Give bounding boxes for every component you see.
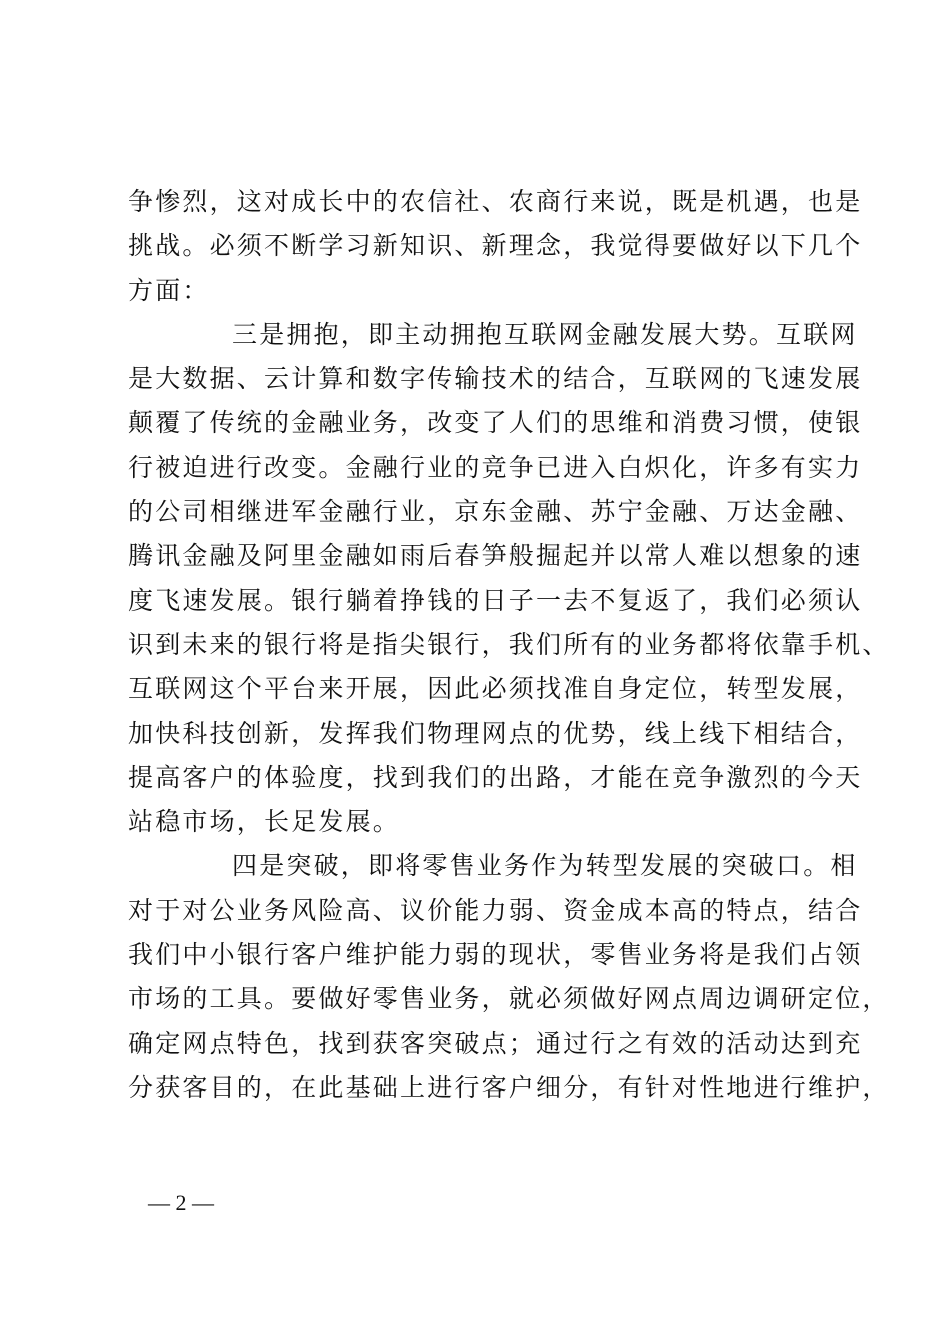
page-number: — 2 — [148, 1190, 214, 1215]
text-line: 市场的工具。要做好零售业务，就必须做好网点周边调研定位， [128, 984, 890, 1014]
text-line: 的公司相继进军金融行业，京东金融、苏宁金融、万达金融、 [128, 497, 863, 527]
text-line: 识到未来的银行将是指尖银行，我们所有的业务都将依靠手机、 [128, 629, 890, 659]
text-line: 是大数据、云计算和数字传输技术的结合，互联网的飞速发展 [128, 364, 863, 394]
text-line: 我们中小银行客户维护能力弱的现状，零售业务将是我们占领 [128, 940, 863, 970]
text-line: 颠覆了传统的金融业务，改变了人们的思维和消费习惯，使银 [128, 408, 863, 438]
text-line: 互联网这个平台来开展，因此必须找准自身定位，转型发展， [128, 674, 863, 704]
paragraph-start-line: 三是拥抱，即主动拥抱互联网金融发展大势。互联网 [232, 319, 858, 349]
paragraph-start-line: 四是突破，即将零售业务作为转型发展的突破口。相 [232, 851, 858, 881]
text-line: 方面： [128, 275, 210, 305]
text-line: 挑战。必须不断学习新知识、新理念，我觉得要做好以下几个 [128, 231, 863, 261]
text-line: 争惨烈，这对成长中的农信社、农商行来说，既是机遇，也是 [128, 187, 863, 216]
text-line: 提高客户的体验度，找到我们的出路，才能在竞争激烈的今天 [128, 762, 863, 792]
text-line: 腾讯金融及阿里金融如雨后春笋般掘起并以常人难以想象的速 [128, 541, 863, 571]
text-line: 对于对公业务风险高、议价能力弱、资金成本高的特点，结合 [128, 895, 863, 925]
text-line: 加快科技创新，发挥我们物理网点的优势，线上线下相结合， [128, 718, 863, 748]
text-line: 度飞速发展。银行躺着挣钱的日子一去不复返了，我们必须认 [128, 585, 863, 615]
text-line: 站稳市场，长足发展。 [128, 807, 401, 837]
document-body [128, 180, 890, 1110]
text-line: 分获客目的，在此基础上进行客户细分，有针对性地进行维护， [128, 1072, 890, 1102]
text-line: 确定网点特色，找到获客突破点；通过行之有效的活动达到充 [128, 1028, 863, 1058]
text-line: 行被迫进行改变。金融行业的竞争已进入白炽化，许多有实力 [128, 452, 863, 482]
